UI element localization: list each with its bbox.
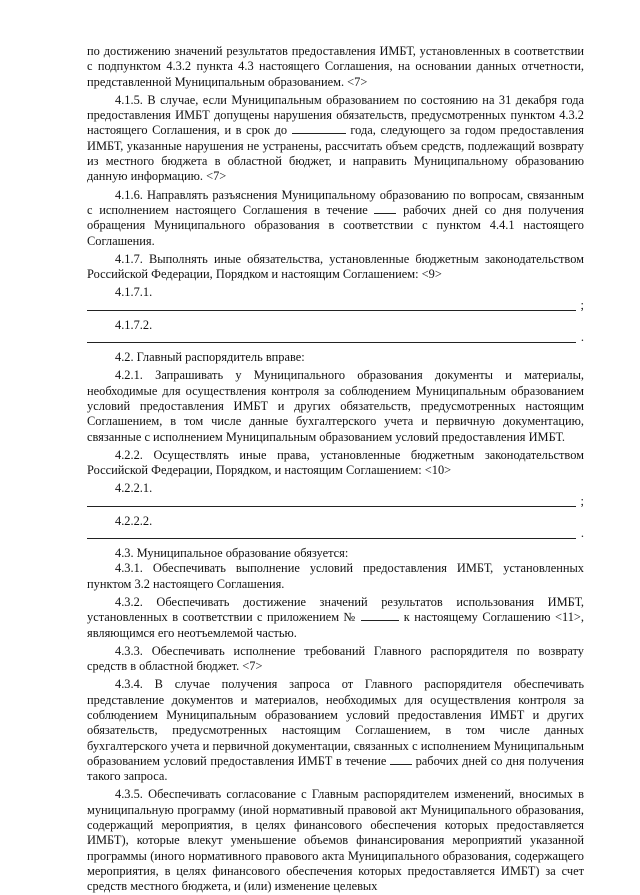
paragraph-4-3-4: 4.3.4. В случае получения запроса от Главного распорядителя обеспечивать представление документов и материалов, необходимых для осуществления контроля за соблюдением Муниципальным образованием условий предоставления ИМБТ и других обязательств, предусмотренных настоящим Соглашением, в том числе данных бухгалтерского учета и первичной документации, связанных с исполнением Муниципальным образованием условий предоставления ИМБТ в течение рабочих дней со дня получения такого запроса. xyxy=(87,677,584,784)
blank-line-4-2-2-2: . xyxy=(87,529,584,543)
blank-line-4-1-7-2: . xyxy=(87,333,584,347)
paragraph-4-3-5: 4.3.5. Обеспечивать согласование с Главным распорядителем изменений, вносимых в муниципальную программу (иной нормативный правовой акт Муниципального образования, содержащий мероприятия, в целях финансового обеспечения которых предоставляется ИМБТ), которые влекут уменьшение объемов финансирования мероприятий указанной программы (иного нормативного правового акта Муниципального образования, содержащего мероприятия, в целях финансового обеспечения которых предоставляется ИМБТ) за счет средств местного бюджета, и (или) изменение целевых xyxy=(87,787,584,894)
paragraph-4-2-2-1: 4.2.2.1. xyxy=(115,481,153,496)
paragraph-4-2-2: 4.2.2. Осуществлять иные права, установленные бюджетным законодательством Российской Федерации, Порядком, и настоящим Соглашением: <10> xyxy=(87,447,584,478)
paragraph-4-1-5: 4.1.5. В случае, если Муниципальным образованием по состоянию на 31 декабря года предоставления ИМБТ допущены нарушения обязательств, предусмотренных пунктом 4.3.2 настоящего Соглашения, и в срок до года, следующего за годом предоставления ИМБТ, указанные нарушения не устранены, рассчитать объем средств, подлежащий возврату из местного бюджета в областной бюджет, и направить Муниципальному образованию данную информацию. <7> xyxy=(87,92,584,184)
paragraph-4-1-7-1: 4.1.7.1. xyxy=(115,285,153,300)
paragraph-continuation: по достижению значений результатов предоставления ИМБТ, установленных в соответствии с подпунктом 4.3.2 пункта 4.3 настоящего Соглашения, на основании данных отчетности, представленной Муниципальным образованием. <7> xyxy=(87,44,584,89)
blank-date-field xyxy=(292,123,346,134)
blank-days-field xyxy=(374,203,396,214)
paragraph-4-3-3: 4.3.3. Обеспечивать исполнение требований Главного распорядителя по возврату средств в областной бюджет. <7> xyxy=(87,643,584,674)
paragraph-4-2: 4.2. Главный распорядитель вправе: xyxy=(115,350,305,365)
blank-appendix-number xyxy=(361,610,399,621)
paragraph-4-1-6: 4.1.6. Направлять разъяснения Муниципальному образованию по вопросам, связанным с исполнением настоящего Соглашения в течение рабочих дней со дня получения обращения Муниципального образования в соответствии с пунктом 4.4.1 настоящего Соглашения. xyxy=(87,187,584,248)
blank-line-4-1-7-1: ; xyxy=(87,301,584,315)
paragraph-4-3-2: 4.3.2. Обеспечивать достижение значений результатов использования ИМБТ, установленных в соответствии с приложением № к настоящему Соглашению <11>, являющимся его неотъемлемой частью. xyxy=(87,594,584,640)
paragraph-4-1-7: 4.1.7. Выполнять иные обязательства, установленные бюджетным законодательством Российской Федерации, Порядком и настоящим Соглашением: <9> xyxy=(87,251,584,282)
paragraph-4-2-1: 4.2.1. Запрашивать у Муниципального образования документы и материалы, необходимые для осуществления контроля за соблюдением Муниципальным образованием условий предоставления ИМБТ и других обязательств, предусмотренных настоящим Соглашением, в том числе данные бухгалтерского учета и первичную документацию, связанные с исполнением Муниципальным образованием условий предоставления ИМБТ. xyxy=(87,368,584,444)
paragraph-4-2-2-2: 4.2.2.2. xyxy=(115,513,153,528)
paragraph-4-1-7-2: 4.1.7.2. xyxy=(115,317,153,332)
blank-days-field-2 xyxy=(390,754,412,765)
blank-line-4-2-2-1: ; xyxy=(87,497,584,511)
paragraph-4-3-1: 4.3.1. Обеспечивать выполнение условий предоставления ИМБТ, установленных пунктом 3.2 настоящего Соглашения. xyxy=(87,561,584,591)
paragraph-4-3: 4.3. Муниципальное образование обязуется: xyxy=(115,546,349,561)
document-body xyxy=(87,44,584,895)
